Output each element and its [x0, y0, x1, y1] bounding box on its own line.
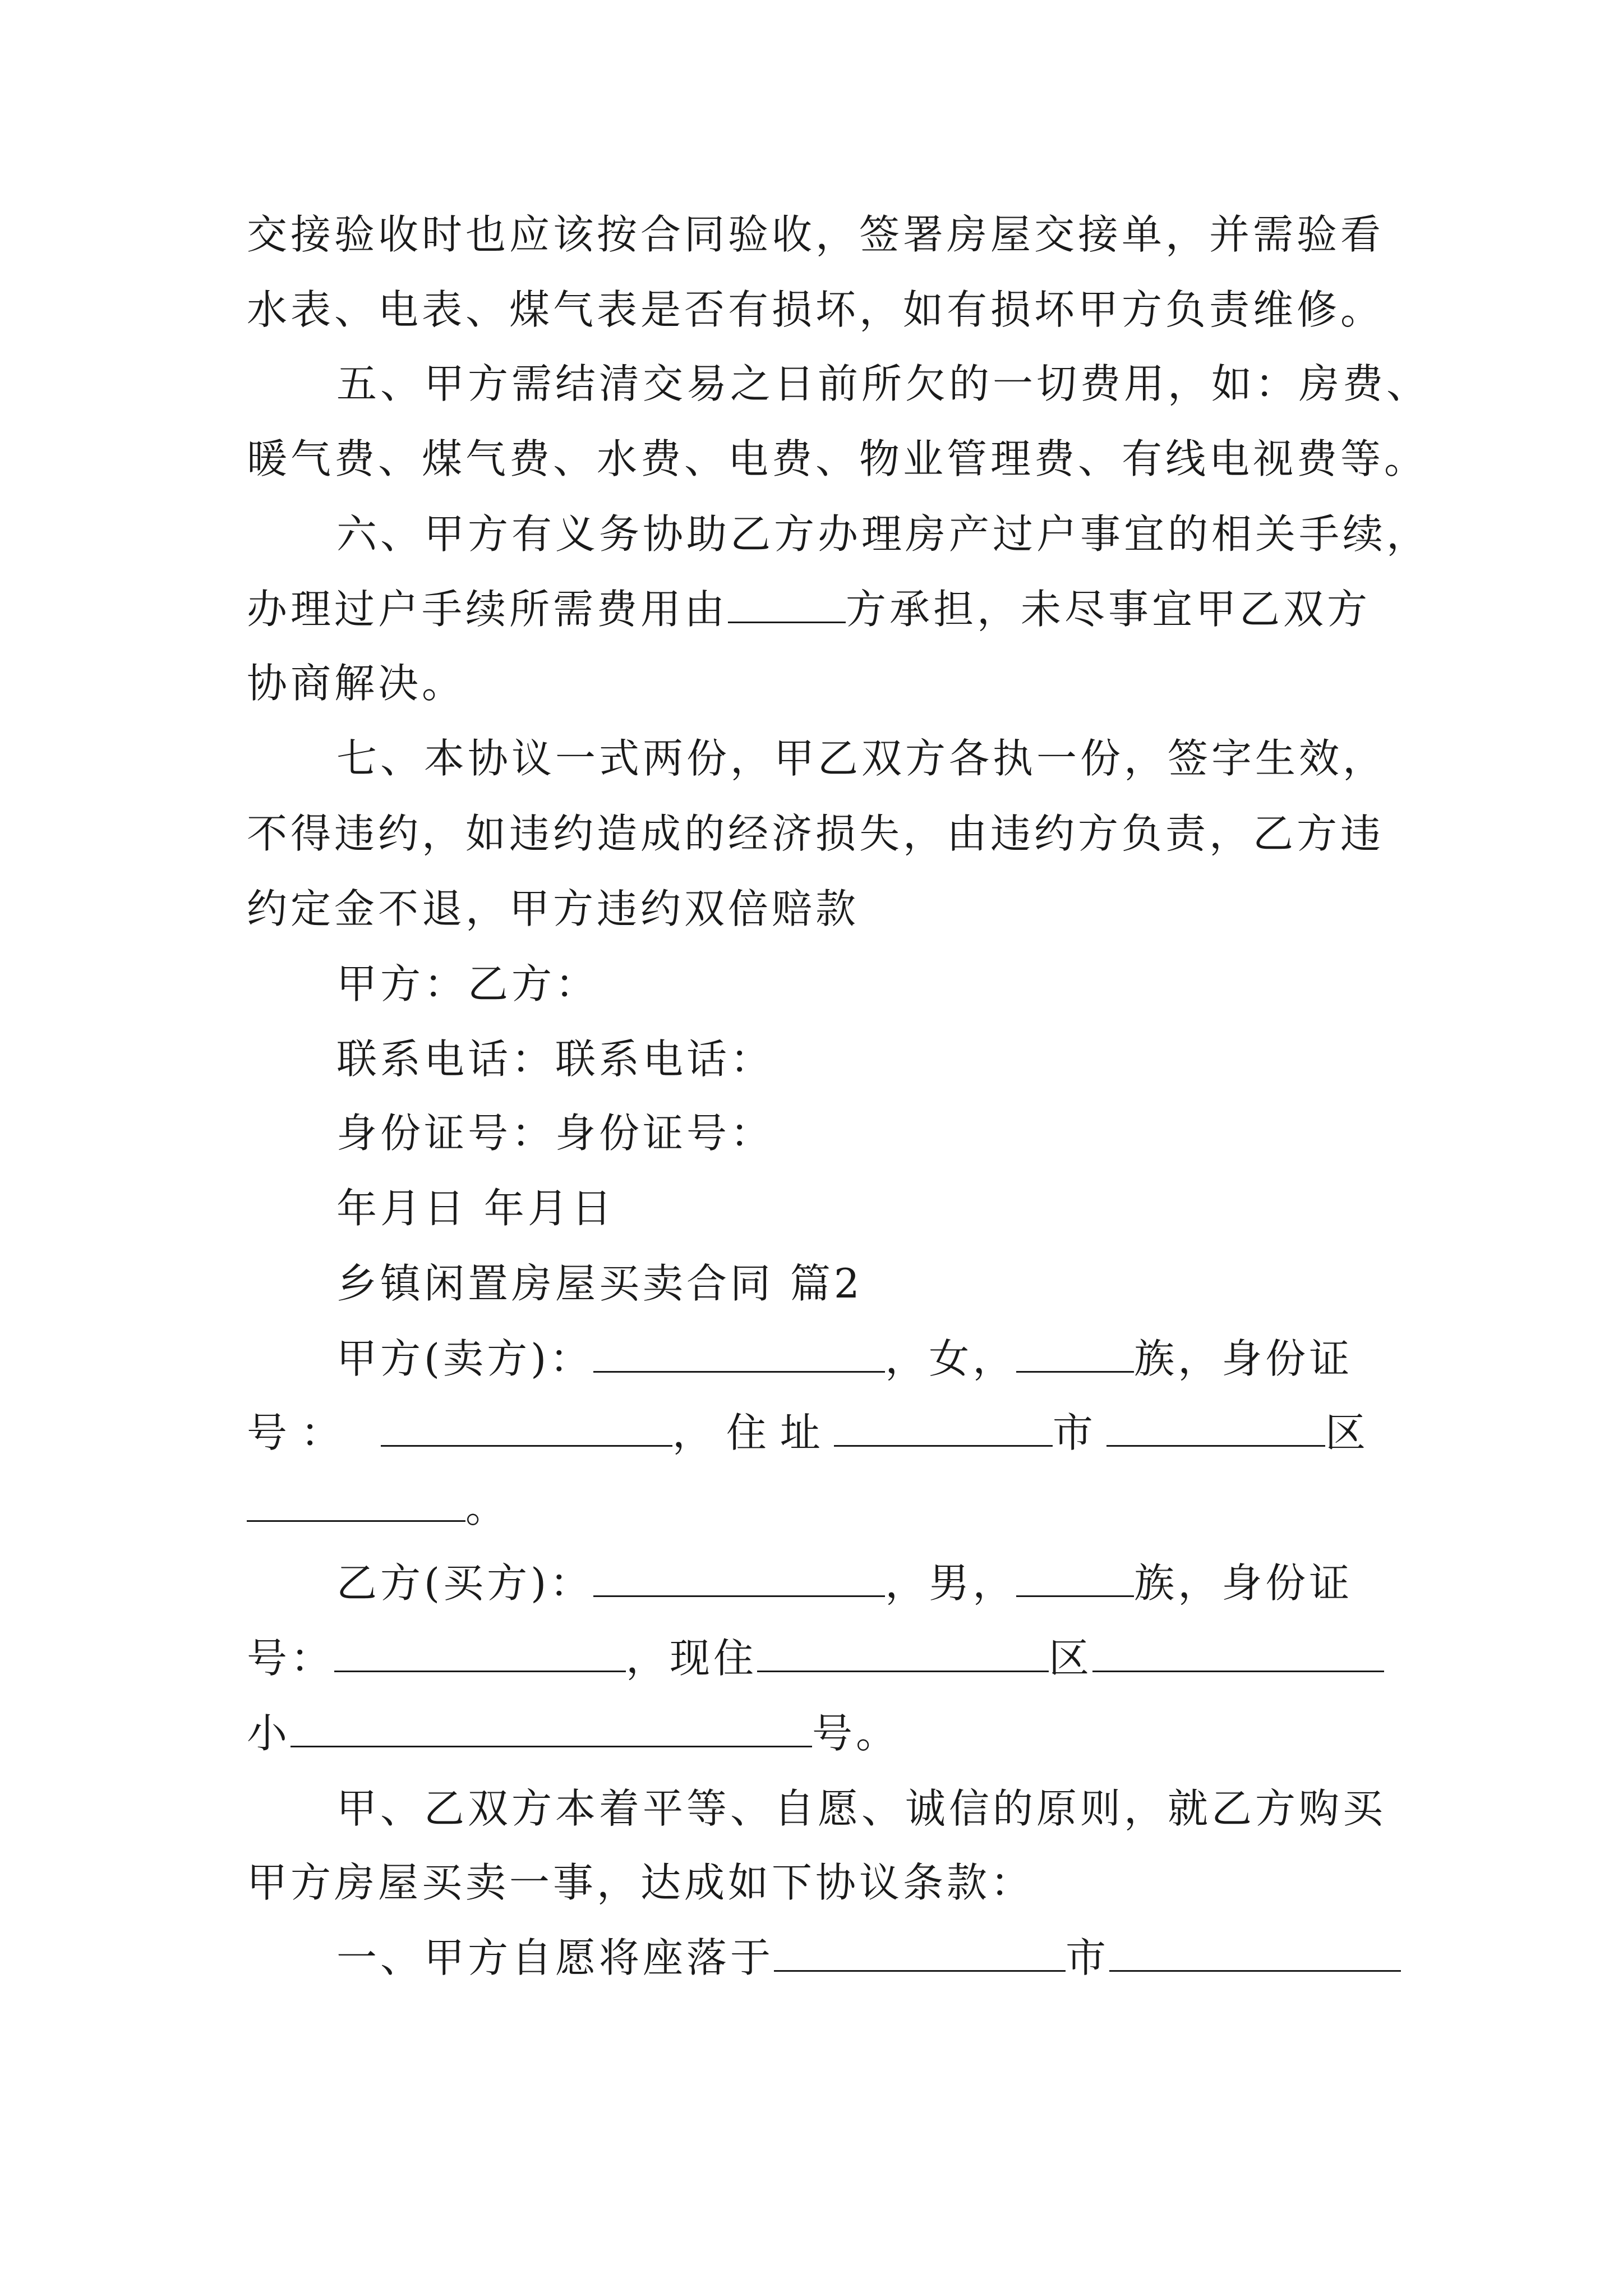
text-fragment: 号。	[812, 1710, 900, 1757]
clause-1	[336, 1930, 1380, 1986]
fill-in-blank[interactable]	[774, 1931, 1066, 1972]
fill-in-blank[interactable]	[1016, 1556, 1134, 1597]
signature-dates: 年月日 年月日	[336, 1185, 615, 1232]
clause-7: 七、本协议一式两份，甲乙双方各执一份，签字生效，	[336, 735, 1387, 782]
text-fragment: 方承担，未尽事宜甲乙双方	[846, 586, 1371, 633]
fill-in-blank[interactable]	[1109, 1931, 1401, 1972]
text-fragment: ，男，	[885, 1559, 1017, 1607]
fill-in-blank[interactable]	[593, 1556, 885, 1597]
text-fragment: 区	[1049, 1635, 1093, 1682]
text-line: 水表、电表、煤气表是否有损坏，如有损坏甲方负责维修。	[247, 286, 1385, 333]
text-fragment: 。	[465, 1484, 510, 1531]
buyer-address-line	[247, 1630, 1380, 1686]
fill-in-blank[interactable]	[1016, 1332, 1134, 1373]
text-fragment: 族，身份证	[1134, 1559, 1353, 1607]
text-line	[247, 1705, 1380, 1761]
fill-in-blank[interactable]	[757, 1631, 1049, 1672]
agreement-intro: 甲、乙双方本着平等、自愿、诚信的原则，就乙方购买	[336, 1785, 1387, 1832]
fill-in-blank[interactable]	[381, 1406, 672, 1447]
text-line: 交接验收时也应该按合同验收，签署房屋交接单，并需验看	[247, 211, 1385, 258]
text-fragment: 区	[1325, 1409, 1379, 1456]
text-line: 约定金不退，甲方违约双倍赔款	[247, 885, 860, 932]
fill-in-blank[interactable]	[728, 582, 846, 623]
text-line: 甲方房屋买卖一事，达成如下协议条款：	[247, 1859, 1035, 1906]
text-line: 协商解决。	[247, 660, 466, 707]
fill-in-blank[interactable]	[1092, 1631, 1384, 1672]
seller-info-line	[336, 1331, 1380, 1387]
seller-address-line	[247, 1405, 1380, 1461]
text-fragment: 乙方(买方)：	[336, 1559, 594, 1607]
text-fragment: 甲方(卖方)：	[336, 1335, 594, 1382]
text-fragment: 办理过户手续所需费用由	[247, 586, 728, 633]
text-fragment: 小	[247, 1710, 291, 1757]
text-line: 不得违约，如违约造成的经济损失，由违约方负责，乙方违	[247, 810, 1385, 857]
fill-in-blank[interactable]	[291, 1706, 812, 1747]
signature-parties: 甲方：乙方：	[336, 960, 600, 1007]
section-heading: 乡镇闲置房屋买卖合同 篇2	[336, 1260, 863, 1307]
fill-in-blank[interactable]	[247, 1481, 465, 1522]
fill-in-blank[interactable]	[1106, 1406, 1325, 1447]
text-line	[247, 1480, 1380, 1536]
text-fragment: ，现住	[626, 1635, 758, 1682]
text-fragment: 市	[1052, 1409, 1106, 1456]
text-fragment: 族，身份证	[1134, 1335, 1353, 1382]
fill-in-blank[interactable]	[593, 1332, 885, 1373]
clause-6: 六、甲方有义务协助乙方办理房产过户事宜的相关手续，	[336, 510, 1431, 558]
signature-phones: 联系电话：联系电话：	[336, 1036, 774, 1083]
text-fragment: ，住址	[672, 1409, 834, 1456]
buyer-info-line	[336, 1555, 1380, 1611]
text-fragment: 号：	[247, 1635, 335, 1682]
fill-in-blank[interactable]	[834, 1406, 1053, 1447]
fill-in-blank[interactable]	[334, 1631, 626, 1672]
text-line	[247, 581, 1380, 637]
clause-5: 五、甲方需结清交易之日前所欠的一切费用，如：房费、	[336, 360, 1431, 407]
text-line: 暖气费、煤气费、水费、电费、物业管理费、有线电视费等。	[247, 435, 1428, 482]
text-fragment: ，女，	[885, 1335, 1017, 1382]
text-fragment: 市	[1066, 1934, 1110, 1981]
signature-id-numbers: 身份证号：身份证号：	[336, 1110, 774, 1157]
text-fragment: 一、甲方自愿将座落于	[336, 1934, 774, 1981]
text-fragment: 号：	[247, 1409, 355, 1456]
